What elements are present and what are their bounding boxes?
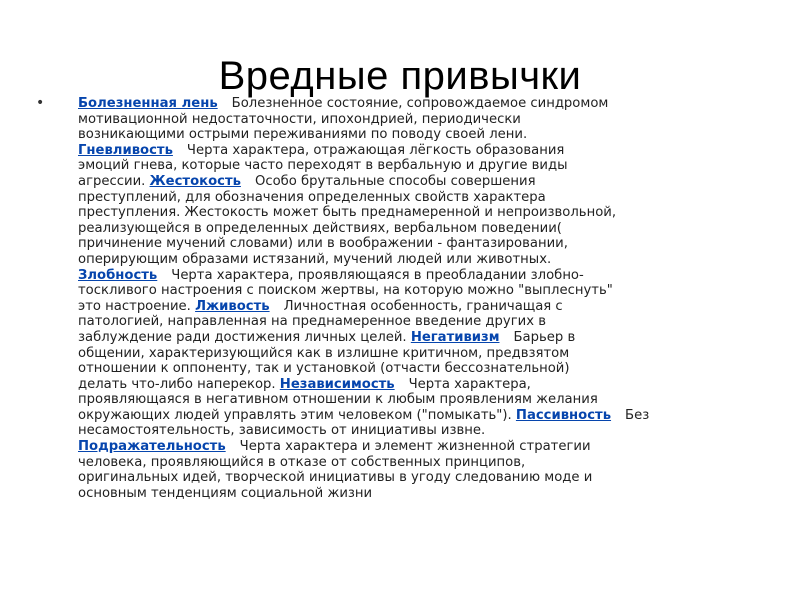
text-line	[78, 423, 796, 439]
definition-text: отношении к оппоненту, так и установкой (отчасти бессознательной)	[78, 361, 570, 377]
text-line	[78, 96, 796, 112]
definition-text: заблуждение ради достижения личных целей.	[78, 329, 411, 345]
text-line	[78, 361, 796, 377]
term-link[interactable]: Гневливость	[78, 142, 173, 158]
bullet-text	[78, 96, 796, 501]
text-line	[78, 112, 796, 128]
definition-text: преступлений, для обозначения определенных свойств характера	[78, 189, 546, 205]
definition-text: Черта характера, проявляющаяся в преобладании злобно-	[171, 267, 584, 283]
text-line	[78, 439, 796, 455]
term-link[interactable]: Подражательность	[78, 439, 226, 455]
term-link[interactable]: Негативизм	[410, 329, 500, 345]
text-line	[78, 221, 796, 237]
text-line	[78, 190, 796, 206]
text-line	[78, 408, 796, 424]
text-line	[78, 268, 796, 284]
text-line	[78, 127, 796, 143]
text-line	[78, 455, 796, 471]
definition-text: проявляющаяся в негативном отношении к любым проявлениям желания	[78, 392, 598, 408]
definition-text: причинение мучений словами) или в воображении - фантазировании,	[78, 236, 568, 252]
definition-text: человека, проявляющийся в отказе от собственных принципов,	[78, 454, 526, 470]
definition-text: общении, характеризующийся как в излишне критичном, предвзятом	[78, 345, 570, 361]
term-link[interactable]: Злобность	[78, 267, 158, 283]
text-line	[78, 299, 796, 315]
term-link[interactable]: Жестокость	[149, 173, 241, 189]
definition-text: тоскливого настроения с поиском жертвы, на которую можно "выплеснуть"	[78, 283, 613, 299]
slide-title: Вредные привычки	[218, 54, 582, 98]
text-line	[78, 486, 796, 502]
definition-text: оперирующим образами истязаний, мучений людей или животных.	[78, 251, 552, 267]
definition-text: Особо брутальные способы совершения	[254, 173, 536, 189]
bullet-icon: •	[36, 95, 45, 111]
text-line	[78, 236, 796, 252]
definition-text: делать что-либо наперекор.	[78, 376, 280, 392]
term-link[interactable]: Болезненная лень	[78, 96, 218, 111]
text-line	[78, 143, 796, 159]
text-line	[78, 252, 796, 268]
text-line	[78, 174, 796, 190]
definition-text: это настроение.	[78, 298, 196, 314]
definition-text: агрессии.	[78, 173, 150, 189]
text-line	[78, 392, 796, 408]
text-line	[78, 377, 796, 393]
text-line	[78, 158, 796, 174]
term-link[interactable]: Лживость	[195, 298, 270, 314]
definition-text: несамостоятельность, зависимость от инициативы извне.	[78, 423, 486, 439]
term-link[interactable]: Независимость	[279, 376, 395, 392]
definition-text: Черта характера,	[408, 376, 531, 392]
definition-text: возникающими острыми переживаниями по поводу своей лени.	[78, 127, 528, 143]
definition-text: Черта характера и элемент жизненной стратегии	[239, 439, 591, 455]
definition-text: Личностная особенность, граничащая с	[283, 298, 563, 314]
definition-text: мотивационной недостаточности, ипохондрией, периодически	[78, 111, 521, 127]
bullet-item	[36, 96, 796, 501]
text-line	[78, 283, 796, 299]
definition-text: основным тенденциям социальной жизни	[78, 485, 373, 501]
definition-text: Черта характера, отражающая лёгкость образования	[186, 142, 565, 158]
text-line	[78, 346, 796, 362]
term-link[interactable]: Пассивность	[515, 407, 612, 423]
definition-text: патологией, направленная на преднамеренное введение других в	[78, 314, 546, 330]
definition-text: Болезненное состояние, сопровождаемое синдромом	[231, 96, 609, 111]
definition-text: оригинальных идей, творческой инициативы в угоду следованию моде и	[78, 470, 593, 486]
text-line	[78, 470, 796, 486]
definition-text: окружающих людей управлять этим человеком ("помыкать").	[78, 407, 516, 423]
definition-text: реализующейся в определенных действиях, вербальном поведении(	[78, 220, 562, 236]
slide-content	[36, 96, 796, 501]
text-line	[78, 314, 796, 330]
definition-text: эмоций гнева, которые часто переходят в вербальную и другие виды	[78, 158, 568, 174]
definition-text: Барьер в	[513, 329, 576, 345]
text-line	[78, 330, 796, 346]
definition-text: преступления. Жестокость может быть преднамеренной и непроизвольной,	[78, 205, 617, 221]
text-line	[78, 205, 796, 221]
definition-text: Без	[625, 407, 650, 423]
